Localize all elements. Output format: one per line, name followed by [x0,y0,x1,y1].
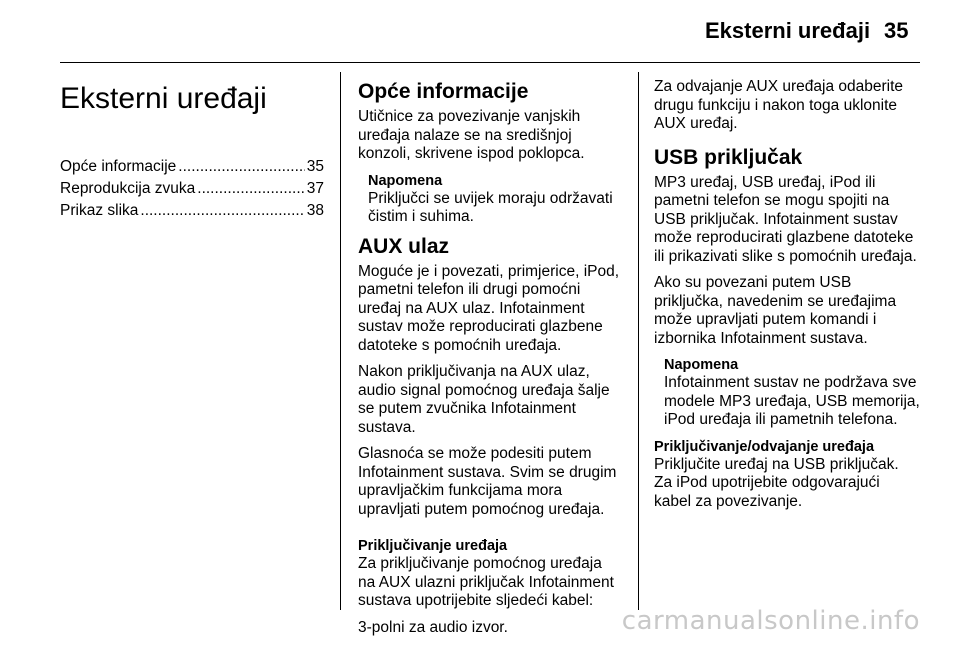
column-divider [638,72,639,610]
note-title: Napomena [664,357,739,373]
paragraph: Glasnoća se može podesiti putem Infotainment sustava. Svim se drugim upravljačkim funkcijama mora upravljati putem pomoćnog uređaja. [358,445,617,518]
note-box [368,172,623,227]
section-heading-usb: USB priključak [654,145,803,169]
toc-item-label: Reprodukcija zvuka [60,180,196,197]
paragraph: Za odvajanje AUX uređaja odaberite drugu funkciju i nakon toga uklonite AUX uređaj. [654,78,904,132]
paragraph: Moguće je i povezati, primjerice, iPod, pametni telefon ili drugi pomoćni uređaj na AUX ulaz. Infotainment sustav može reproducirati glazbene datoteke s pomoćnih uređaja. [358,262,620,354]
middle-column [358,72,623,645]
column-divider [340,72,341,610]
note-text: Infotainment sustav ne podržava sve modele MP3 uređaja, USB memorija, iPod uređaja ili pametnih telefona. [664,374,920,428]
subheading-connect: Priključivanje uređaja [358,538,508,554]
watermark [0,606,960,636]
toc-leader [140,200,304,222]
left-column [60,72,324,222]
paragraph: Priključite uređaj na USB priključak. Za iPod upotrijebite odgovarajući kabel za povezivanje. [654,455,899,510]
paragraph: 3-polni za audio izvor. [358,618,508,636]
toc-item[interactable] [60,156,324,178]
toc-item[interactable] [60,200,324,222]
paragraph: Nakon priključivanja na AUX ulaz, audio signal pomoćnog uređaja šalje se putem zvučnika Infotainment sustava. [358,363,610,436]
header-title: Eksterni uređaji [705,18,871,43]
table-of-contents [60,156,324,222]
toc-leader [178,156,304,178]
watermark-text: carmanualsonline.info [621,606,920,636]
paragraph: Ako su povezani putem USB priključka, navedenim se uređajima može upravljati putem komandi i izbornika Infotainment sustava. [654,274,897,347]
note-box [664,356,920,430]
right-column [654,72,920,519]
toc-leader [197,178,304,200]
chapter-title: Eksterni uređaji [60,82,267,115]
toc-item-page: 35 [306,158,324,175]
paragraph: Utičnice za povezivanje vanjskih uređaja nalaze se na središnjoj konzoli, skrivene ispod poklopca. [358,108,585,162]
toc-item[interactable] [60,178,324,200]
paragraph: MP3 uređaj, USB uređaj, iPod ili pametni telefon se mogu spojiti na USB priključak. Infotainment sustav može reproducirati glazbene datoteke ili prikazivati slike s pomoćnih uređaja. [654,173,917,265]
section-heading-general: Opće informacije [358,80,529,103]
note-text: Priključci se uvijek moraju održavati čistim i suhima. [368,189,613,225]
header-rule [60,62,920,63]
paragraph: Za priključivanje pomoćnog uređaja na AUX ulazni priključak Infotainment sustava upotrijebite sljedeći kabel: [358,555,614,609]
toc-item-label: Opće informacije [60,158,177,175]
toc-item-page: 37 [306,180,324,197]
toc-item-page: 38 [306,202,324,219]
section-heading-aux: AUX ulaz [358,234,450,258]
subheading-usb-connect: Priključivanje/odvajanje uređaja [654,438,875,455]
page-number: 35 [884,18,909,43]
toc-item-label: Prikaz slika [60,202,139,219]
note-title: Napomena [368,172,443,189]
